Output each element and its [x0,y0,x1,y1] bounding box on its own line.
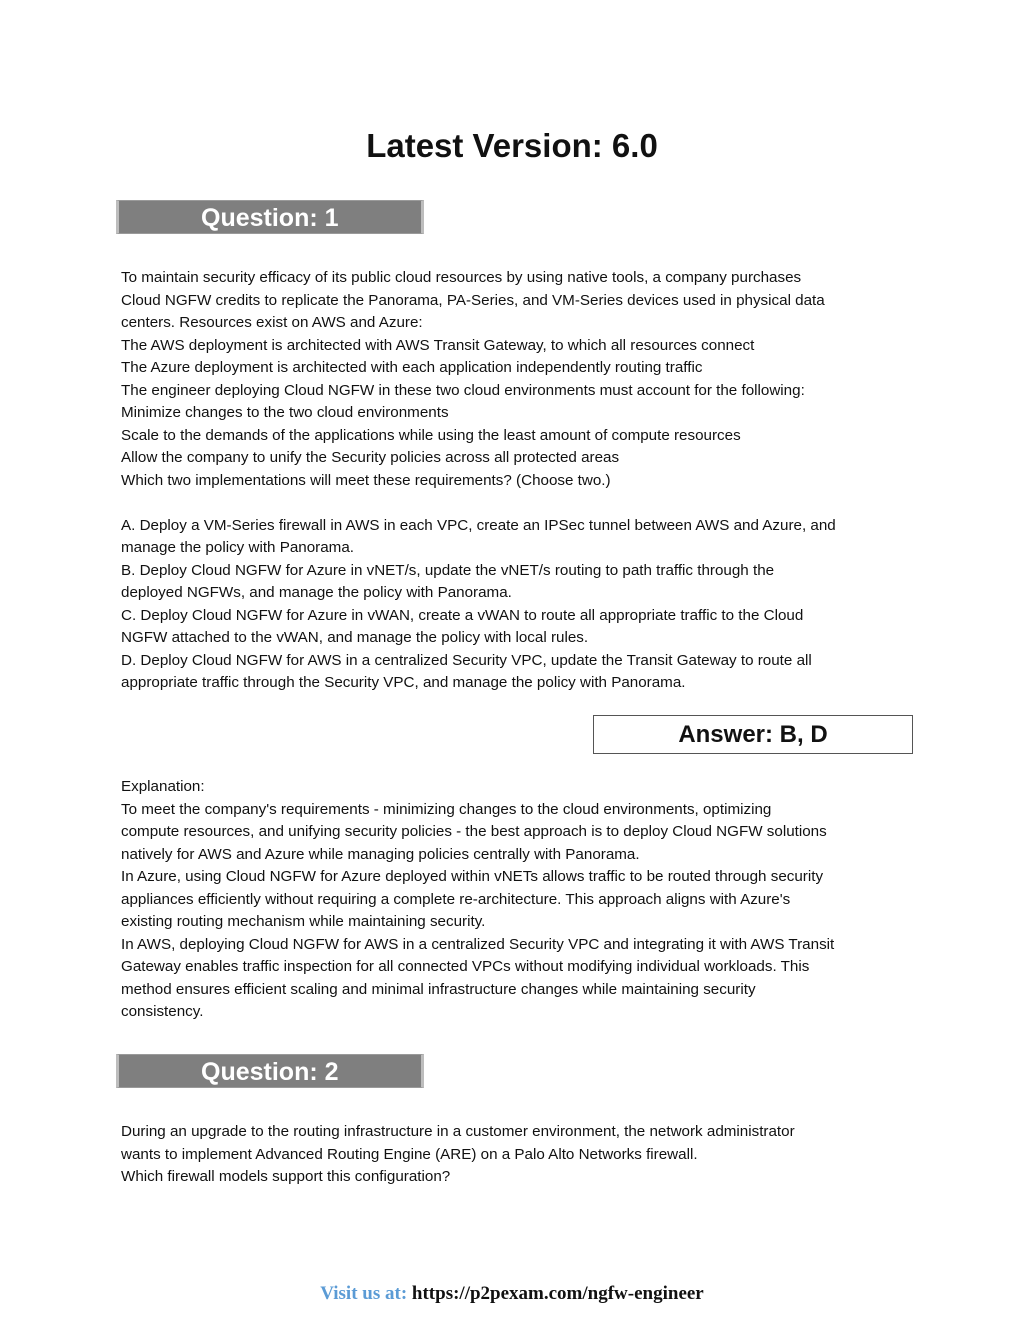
question-1-prompt-line: Which two implementations will meet these requirements? (Choose two.) [121,471,611,489]
explanation-line: In Azure, using Cloud NGFW for Azure deployed within vNETs allows traffic to be routed through security [121,868,824,885]
explanation-line: Gateway enables traffic inspection for all connected VPCs without modifying individual workloads. This [121,958,810,975]
footer-visit-label: Visit us at: [320,1283,408,1304]
question-1-prompt-line: Scale to the demands of the applications while using the least amount of compute resources [121,426,741,444]
footer [0,1281,1024,1307]
question-1-option-line: deployed NGFWs, and manage the policy with Panorama. [121,584,512,601]
question-1-prompt-line: The Azure deployment is architected with each application independently routing traffic [121,359,703,376]
question-2-header-label: Question: 2 [201,1058,339,1086]
answer-box [593,715,913,754]
question-1-option-line: B. Deploy Cloud NGFW for Azure in vNET/s, update the vNET/s routing to path traffic through the [121,561,775,579]
explanation-line: Explanation: [121,778,205,795]
explanation-line: appliances efficiently without requiring a complete re-architecture. This approach aligns with Azure's [121,890,791,908]
question-1-header [116,200,424,234]
question-1-option-line: A. Deploy a VM-Series firewall in AWS in each VPC, create an IPSec tunnel between AWS and Azure, and [121,516,836,534]
question-1-prompt-line: The engineer deploying Cloud NGFW in these two cloud environments must account for the following: [121,381,805,399]
question-2-body [121,1121,921,1189]
explanation-line: consistency. [121,1003,204,1020]
question-1-header-label: Question: 1 [201,204,339,232]
question-2-prompt-line: During an upgrade to the routing infrastructure in a customer environment, the network administrator [121,1123,795,1140]
answer-label: Answer: B, D [678,721,828,748]
question-1-prompt-line: centers. Resources exist on AWS and Azure: [121,314,423,331]
question-1-explanation [121,776,921,1024]
question-2-prompt-line: wants to implement Advanced Routing Engine (ARE) on a Palo Alto Networks firewall. [121,1145,698,1163]
question-1-body [121,267,921,695]
explanation-line: natively for AWS and Azure while managing policies centrally with Panorama. [121,845,640,863]
question-1-option-line: appropriate traffic through the Security VPC, and manage the policy with Panorama. [121,674,686,691]
explanation-line: compute resources, and unifying security policies - the best approach is to deploy Cloud NGFW solutions [121,823,827,840]
explanation-line: existing routing mechanism while maintaining security. [121,913,486,930]
question-1-option-line: C. Deploy Cloud NGFW for Azure in vWAN, create a vWAN to route all appropriate traffic to the Cloud [121,606,804,624]
question-1-prompt-line: Minimize changes to the two cloud environments [121,404,449,421]
question-2-header [116,1054,424,1088]
question-1-option-line: NGFW attached to the vWAN, and manage the policy with local rules. [121,629,589,646]
question-1-option-line: manage the policy with Panorama. [121,539,355,556]
question-2-prompt-line: Which firewall models support this configuration? [121,1168,451,1185]
footer-url-link[interactable]: https://p2pexam.com/ngfw-engineer [411,1283,704,1304]
question-1-option-line: D. Deploy Cloud NGFW for AWS in a centralized Security VPC, update the Transit Gateway to route all [121,651,812,669]
page-title: Latest Version: 6.0 [366,127,658,164]
question-1-prompt-line: To maintain security efficacy of its public cloud resources by using native tools, a company purchases [121,269,802,286]
explanation-line: method ensures efficient scaling and minimal infrastructure changes while maintaining security [121,980,756,998]
explanation-line: In AWS, deploying Cloud NGFW for AWS in a centralized Security VPC and integrating it with AWS Transit [121,935,835,953]
explanation-line: To meet the company's requirements - minimizing changes to the cloud environments, optimizing [121,800,772,818]
question-1-prompt-line: Allow the company to unify the Security policies across all protected areas [121,449,620,466]
question-1-prompt-line: The AWS deployment is architected with AWS Transit Gateway, to which all resources connect [121,336,755,354]
question-1-prompt-line: Cloud NGFW credits to replicate the Panorama, PA-Series, and VM-Series devices used in physical data [121,291,825,309]
spacer [121,492,921,515]
